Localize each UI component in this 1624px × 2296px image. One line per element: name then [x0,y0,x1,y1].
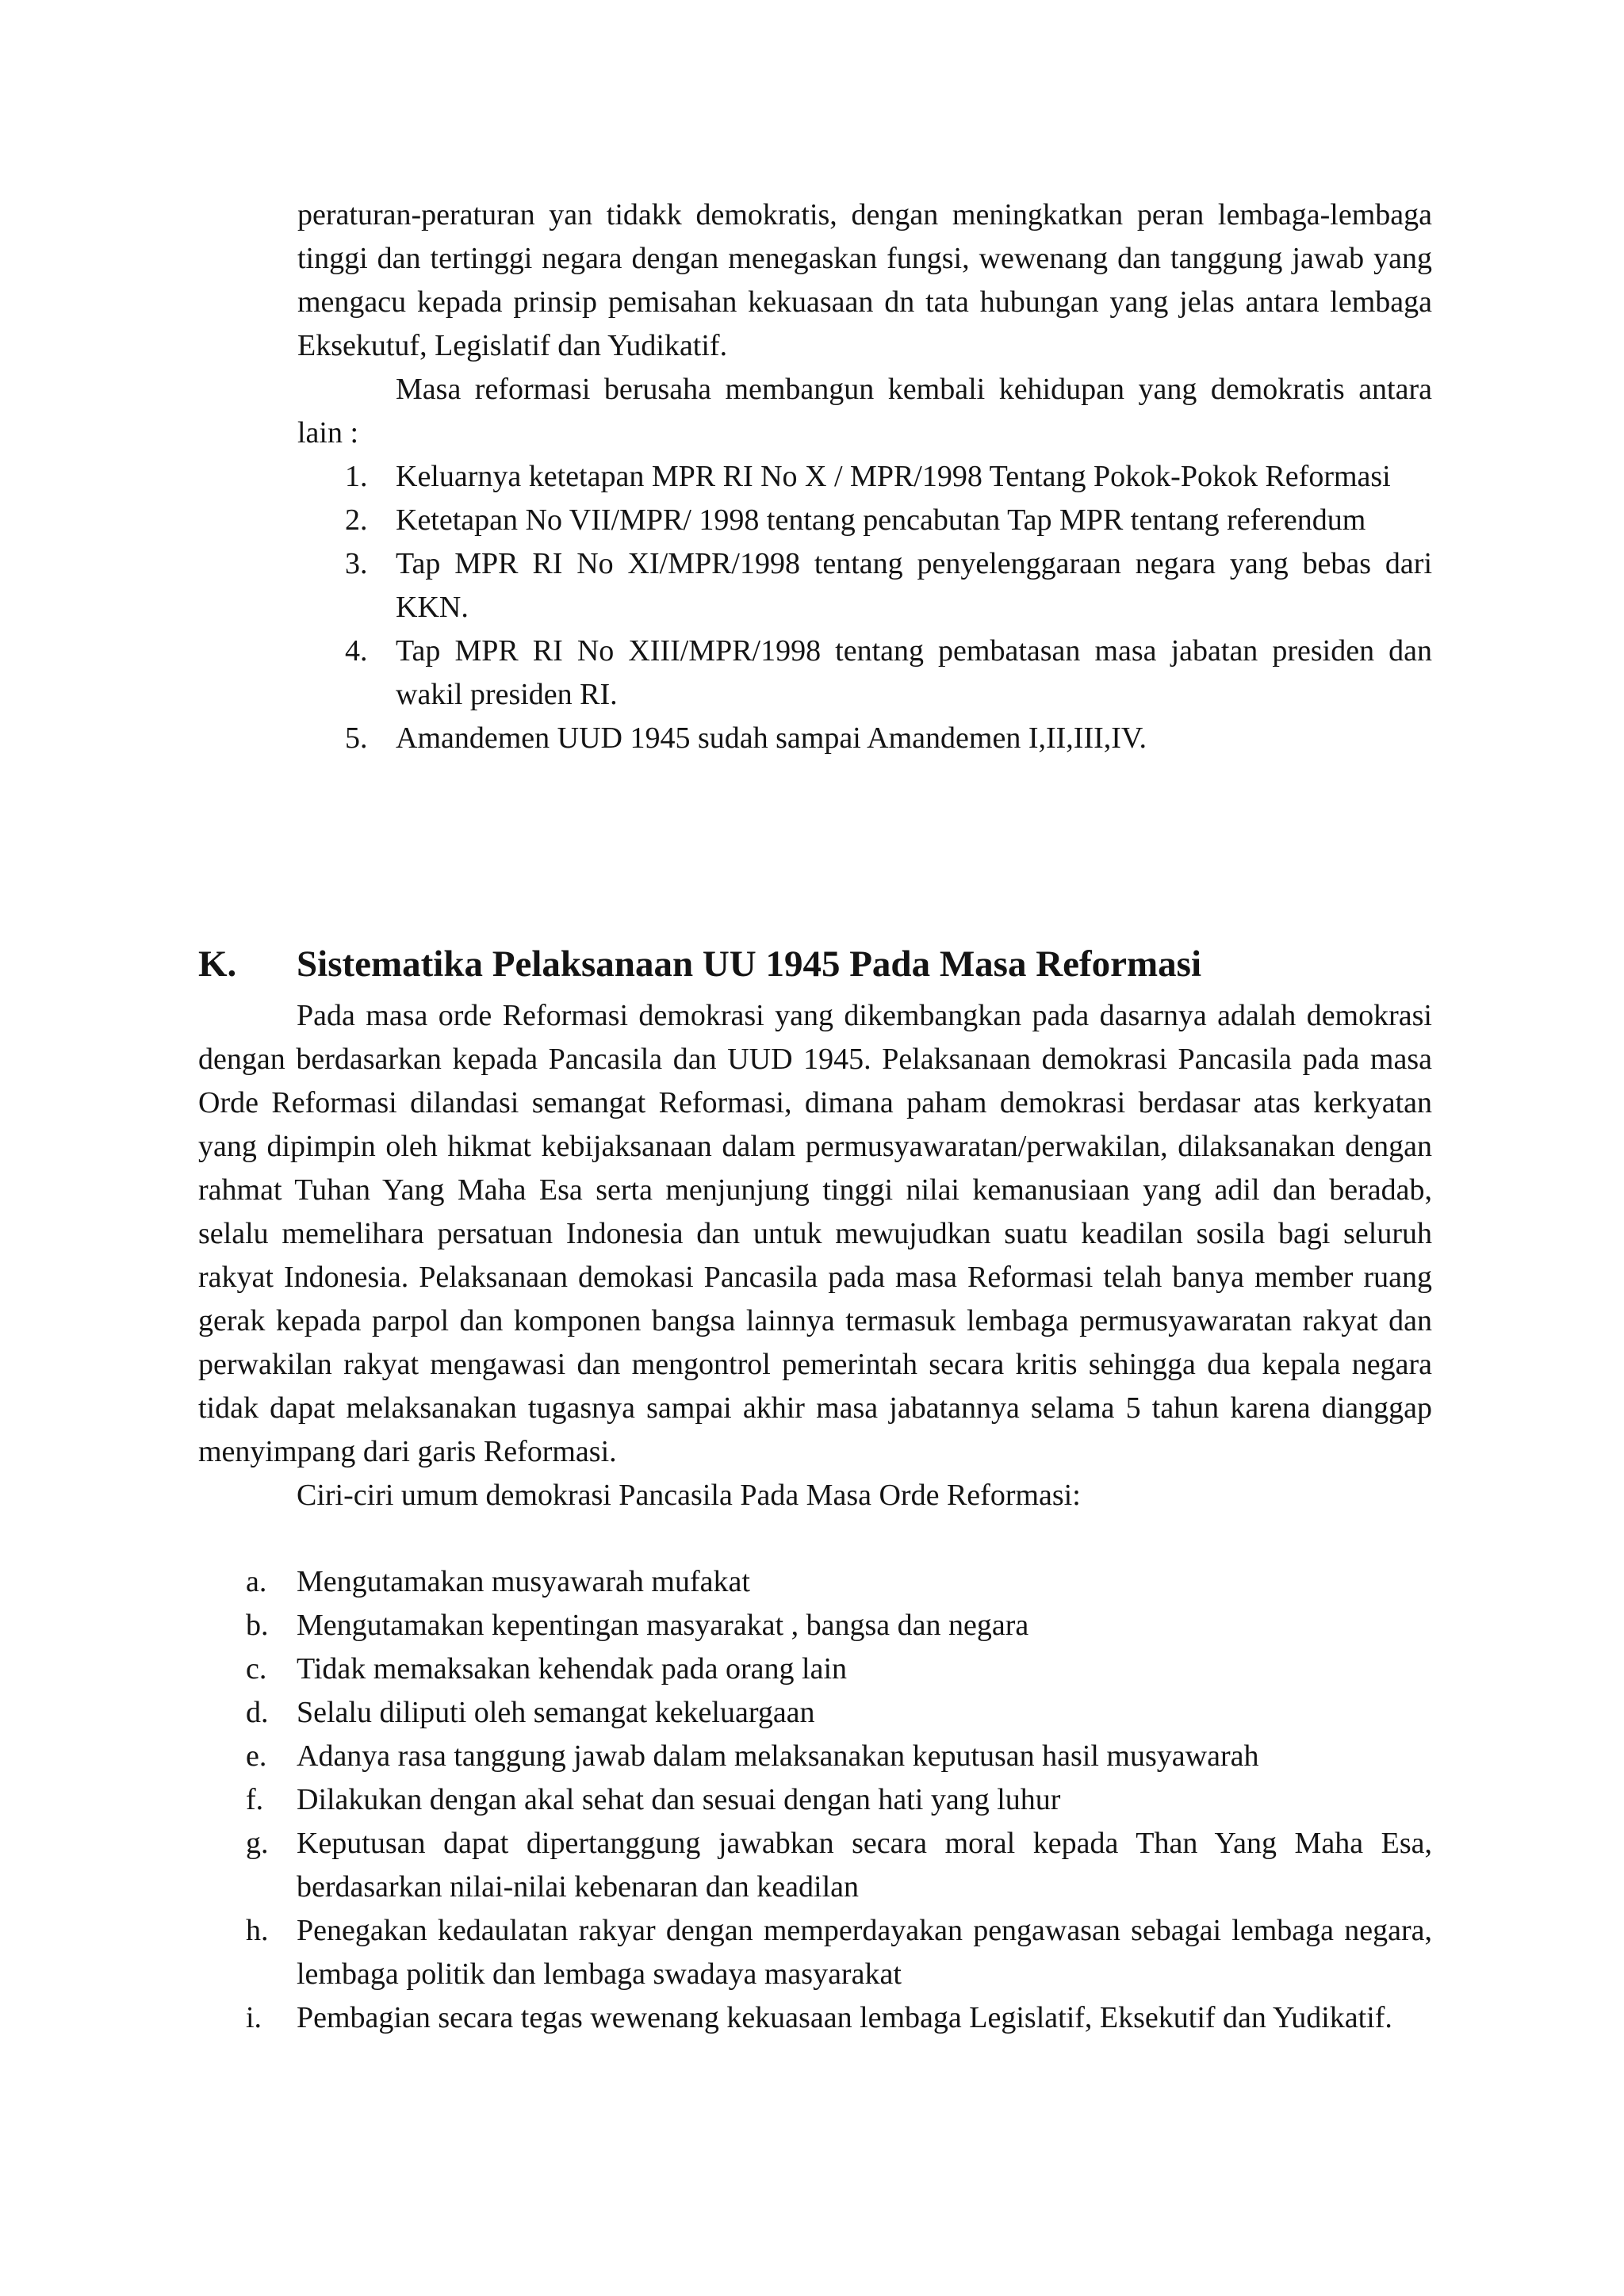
feature-item-text: Keputusan dapat dipertanggung jawabkan secara moral kepada Than Yang Maha Esa, berdasarkan nilai-nilai kebenaran dan keadilan [297,1827,1432,1904]
reform-item-marker: 5. [345,721,368,755]
features-list-block [246,1560,1432,2040]
feature-item [246,1996,1432,2040]
reform-item-marker: 3. [345,547,368,580]
section-heading [198,940,1432,988]
reform-intro: Masa reformasi berusaha membangun kembali kehidupan yang demokratis antara lain : [297,373,1432,450]
reform-item-text: Amandemen UUD 1945 sudah sampai Amandemen I,II,III,IV. [396,721,1147,755]
reform-item [345,717,1432,760]
feature-item-marker: h. [246,1914,269,1947]
feature-item-text: Pembagian secara tegas wewenang kekuasaan lembaga Legislatif, Eksekutif dan Yudikatif. [297,2001,1392,2034]
reform-item-marker: 1. [345,460,368,493]
feature-item-marker: f. [246,1783,264,1816]
feature-item-text: Tidak memaksakan kehendak pada orang lain [297,1652,848,1686]
feature-item-text: Dilakukan dengan akal sehat dan sesuai dengan hati yang luhur [297,1783,1061,1816]
reform-item [345,629,1432,717]
feature-item-marker: a. [246,1565,267,1598]
features-list [246,1560,1432,2040]
feature-item-marker: i. [246,2001,262,2034]
feature-item-marker: b. [246,1609,269,1642]
feature-item-text: Adanya rasa tanggung jawab dalam melaksanakan keputusan hasil musyawarah [297,1739,1259,1773]
feature-item-text: Penegakan kedaulatan rakyar dengan memperdayakan pengawasan sebagai lembaga negara, lembaga politik dan lembaga swadaya masyarakat [297,1914,1432,1991]
section-body-block [198,994,1432,1517]
section-paragraph: Pada masa orde Reformasi demokrasi yang dikembangkan pada dasarnya adalah demokrasi dengan berdasarkan kepada Pancasila dan UUD 1945. Pelaksanaan demokrasi Pancasila pada masa Orde Reformasi dilandasi semangat Reformasi, dimana paham demokrasi berdasar atas kerkyatan yang dipimpin oleh hikmat kebijaksanaan dalam permusyawaratan/perwakilan, dilaksanakan dengan rahmat Tuhan Yang Maha Esa serta menjunjung tinggi nilai kemanusiaan yang adil dan beradab, selalu memelihara persatuan Indonesia dan untuk mewujudkan suatu keadilan sosila bagi seluruh rakyat Indonesia. Pelaksanaan demokasi Pancasila pada masa Reformasi telah banya member ruang gerak kepada parpol dan komponen bangsa lainnya termasuk lembaga permusyawaratan rakyat dan perwakilan rakyat mengawasi dan mengontrol pemerintah secara kritis sehingga dua kepala negara tidak dapat melaksanakan tugasnya sampai akhir masa jabatannya selama 5 tahun karena dianggap menyimpang dari garis Reformasi. [198,999,1432,1468]
reform-item-text: Ketetapan No VII/MPR/ 1998 tentang pencabutan Tap MPR tentang referendum [396,503,1366,537]
feature-item [246,1647,1432,1691]
reform-item-text: Tap MPR RI No XI/MPR/1998 tentang penyelenggaraan negara yang bebas dari KKN. [396,547,1432,624]
feature-item-text: Selalu diliputi oleh semangat kekeluargaan [297,1696,815,1729]
feature-item-marker: d. [246,1696,269,1729]
feature-item-marker: g. [246,1827,269,1860]
features-intro: Ciri-ciri umum demokrasi Pancasila Pada Masa Orde Reformasi: [297,1479,1081,1512]
feature-item [246,1778,1432,1822]
continuation-paragraph-block [297,193,1432,455]
reform-item [345,499,1432,542]
feature-item [246,1735,1432,1778]
section-letter: K. [198,943,237,985]
section-title: Sistematika Pelaksanaan UU 1945 Pada Masa Reformasi [297,943,1202,985]
feature-item [246,1822,1432,1909]
feature-item-text: Mengutamakan kepentingan masyarakat , bangsa dan negara [297,1609,1029,1642]
reform-item-text: Keluarnya ketetapan MPR RI No X / MPR/1998 Tentang Pokok-Pokok Reformasi [396,460,1391,493]
reform-item [345,542,1432,629]
continuation-paragraph: peraturan-peraturan yan tidakk demokratis, dengan meningkatkan peran lembaga-lembaga tinggi dan tertinggi negara dengan menegaskan fungsi, wewenang dan tanggung jawab yang mengacu kepada prinsip pemisahan kekuasaan dn tata hubungan yang jelas antara lembaga Eksekutuf, Legislatif dan Yudikatif. [297,198,1432,362]
reform-item-marker: 4. [345,634,368,668]
feature-item [246,1604,1432,1647]
reform-item-marker: 2. [345,503,368,537]
reform-list-block [345,455,1432,760]
feature-item [246,1691,1432,1735]
reform-list [345,455,1432,760]
feature-item [246,1560,1432,1604]
feature-item [246,1909,1432,1996]
reform-item-text: Tap MPR RI No XIII/MPR/1998 tentang pembatasan masa jabatan presiden dan wakil presiden RI. [396,634,1432,711]
reform-item [345,455,1432,499]
feature-item-marker: c. [246,1652,267,1686]
feature-item-marker: e. [246,1739,267,1773]
feature-item-text: Mengutamakan musyawarah mufakat [297,1565,750,1598]
